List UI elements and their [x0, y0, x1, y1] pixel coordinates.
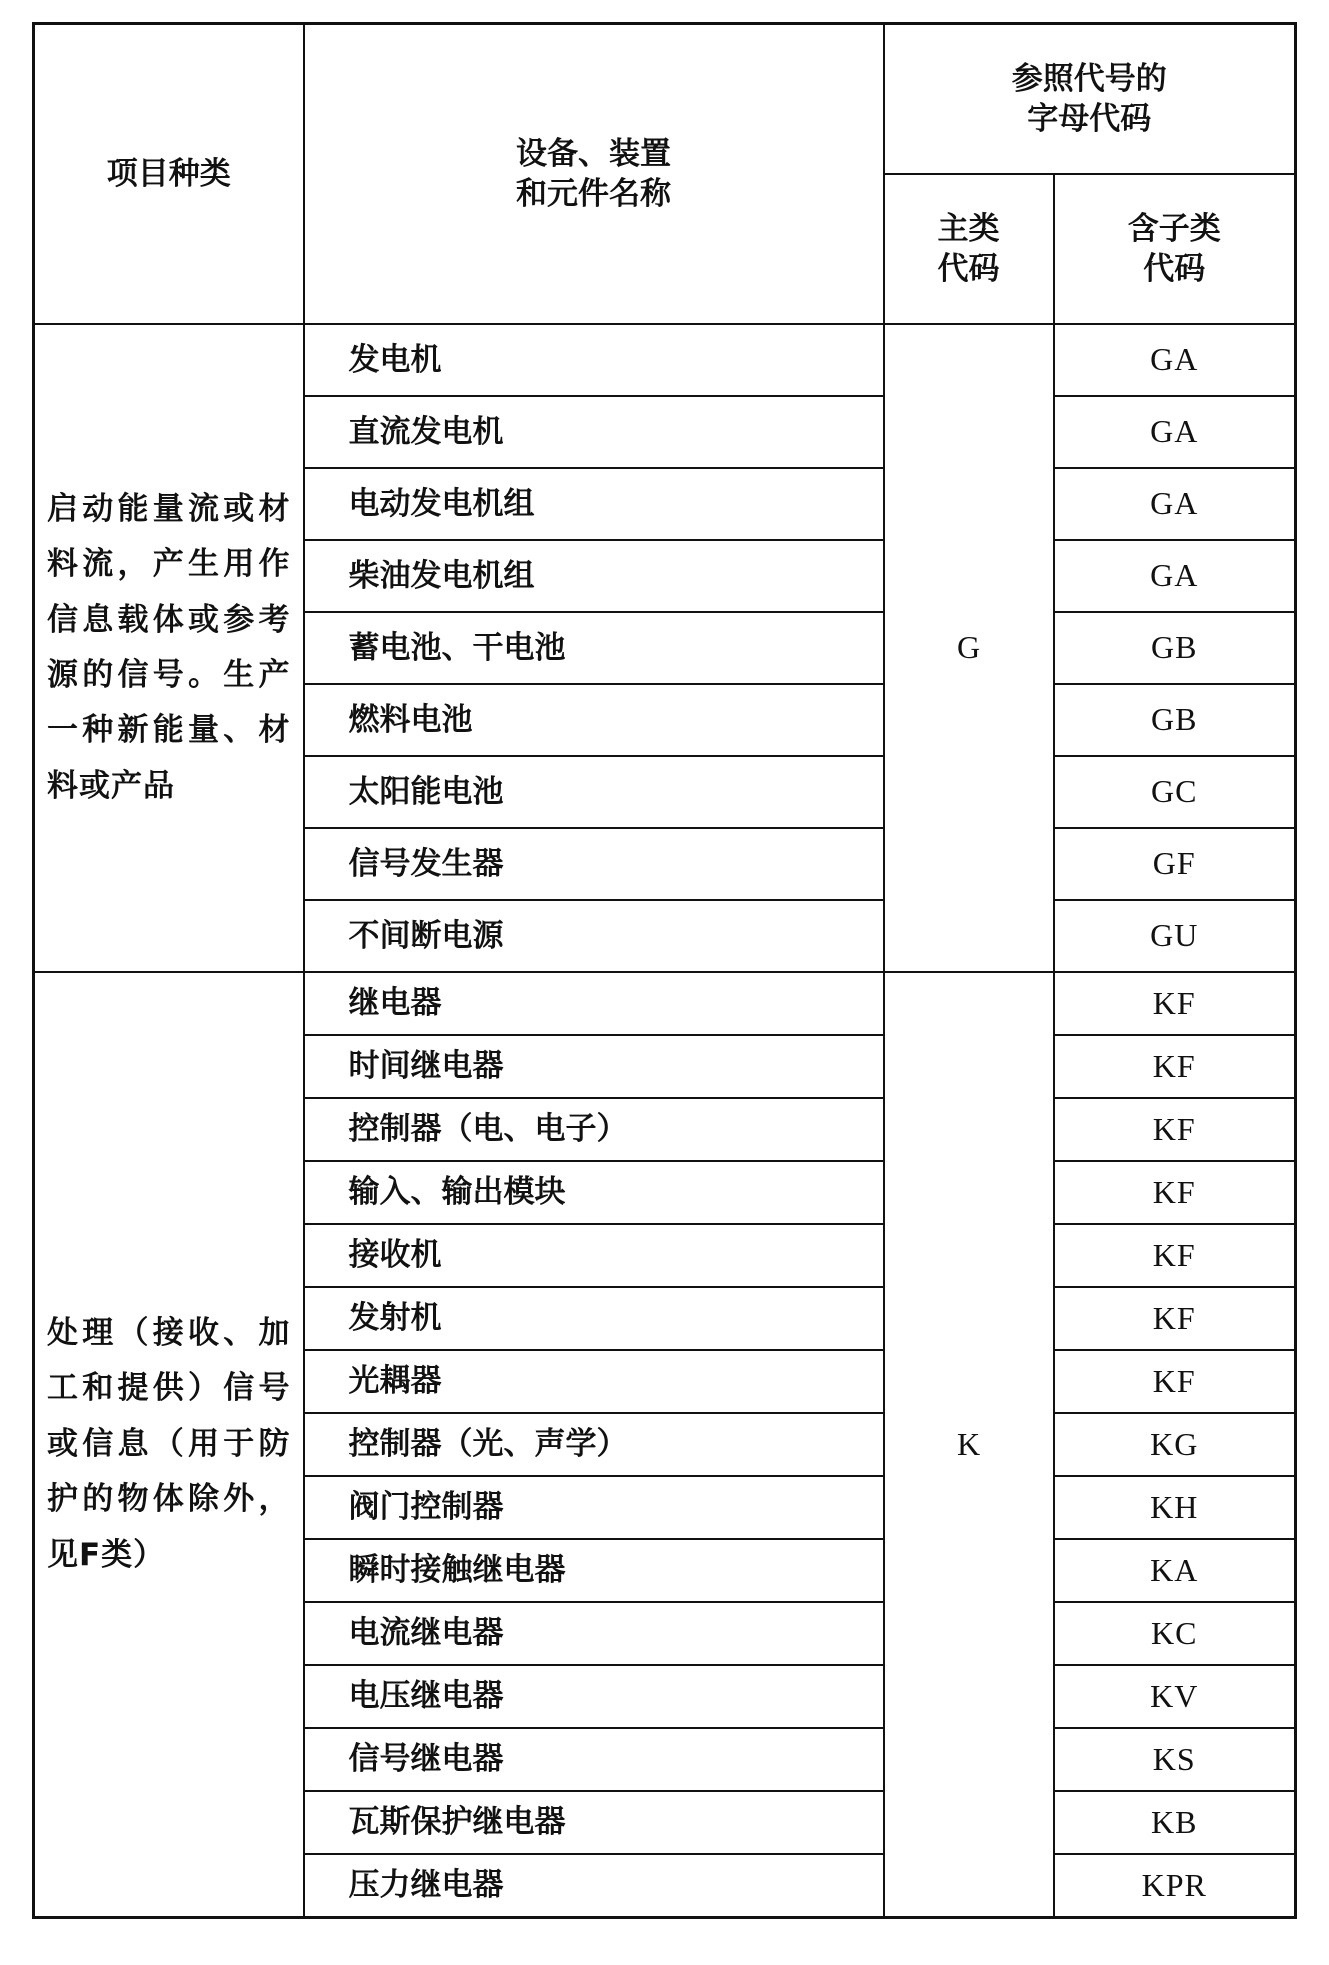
header-ref-code	[884, 24, 1296, 175]
table-row	[34, 972, 1296, 1035]
sub-code-cell: GA	[1054, 540, 1296, 612]
category-cell: 处理（接收、加工和提供）信号或信息（用于防护的物体除外，见F类）	[34, 972, 304, 1918]
device-name-cell: 时间继电器	[304, 1035, 884, 1098]
table-header	[34, 24, 1296, 325]
device-name-cell: 接收机	[304, 1224, 884, 1287]
sub-code-cell: KF	[1054, 1161, 1296, 1224]
sub-code-cell: KF	[1054, 1224, 1296, 1287]
sub-code-cell: GC	[1054, 756, 1296, 828]
header-item-type-label: 项目种类	[106, 155, 231, 192]
header-main-code	[884, 174, 1054, 324]
header-sub-code	[1054, 174, 1296, 324]
device-name-cell: 控制器（电、电子）	[304, 1098, 884, 1161]
sub-code-cell: KF	[1054, 1350, 1296, 1413]
device-name-cell: 输入、输出模块	[304, 1161, 884, 1224]
header-ref-code-label: 参照代号的 字母代码	[1011, 60, 1167, 137]
sub-code-cell: GB	[1054, 684, 1296, 756]
category-cell: 启动能量流或材料流，产生用作信息载体或参考源的信号。生产一种新能量、材料或产品	[34, 324, 304, 972]
device-name-cell: 压力继电器	[304, 1854, 884, 1918]
device-name-cell: 蓄电池、干电池	[304, 612, 884, 684]
sub-code-cell: KV	[1054, 1665, 1296, 1728]
sub-code-cell: KC	[1054, 1602, 1296, 1665]
sub-code-cell: KF	[1054, 972, 1296, 1035]
sub-code-cell: KA	[1054, 1539, 1296, 1602]
device-name-cell: 信号继电器	[304, 1728, 884, 1791]
sub-code-cell: KH	[1054, 1476, 1296, 1539]
main-code-cell: G	[884, 324, 1054, 972]
device-name-cell: 柴油发电机组	[304, 540, 884, 612]
sub-code-cell: KF	[1054, 1098, 1296, 1161]
device-name-cell: 光耦器	[304, 1350, 884, 1413]
sub-code-cell: GA	[1054, 324, 1296, 396]
sub-code-cell: GF	[1054, 828, 1296, 900]
device-name-cell: 信号发生器	[304, 828, 884, 900]
sub-code-cell: GB	[1054, 612, 1296, 684]
header-sub-code-label: 含子类 代码	[1127, 210, 1221, 287]
device-name-cell: 不间断电源	[304, 900, 884, 972]
device-name-cell: 燃料电池	[304, 684, 884, 756]
sub-code-cell: KB	[1054, 1791, 1296, 1854]
sub-code-cell: KPR	[1054, 1854, 1296, 1918]
code-table	[32, 22, 1297, 1919]
device-name-cell: 电流继电器	[304, 1602, 884, 1665]
sub-code-cell: KS	[1054, 1728, 1296, 1791]
device-name-cell: 发电机	[304, 324, 884, 396]
sub-code-cell: KG	[1054, 1413, 1296, 1476]
device-name-cell: 控制器（光、声学）	[304, 1413, 884, 1476]
device-name-cell: 瞬时接触继电器	[304, 1539, 884, 1602]
device-name-cell: 太阳能电池	[304, 756, 884, 828]
header-device-name-label: 设备、装置 和元件名称	[516, 135, 671, 212]
device-name-cell: 瓦斯保护继电器	[304, 1791, 884, 1854]
header-item-type	[34, 24, 304, 325]
sub-code-cell: GA	[1054, 396, 1296, 468]
device-name-cell: 直流发电机	[304, 396, 884, 468]
sub-code-cell: KF	[1054, 1035, 1296, 1098]
main-code-cell: K	[884, 972, 1054, 1918]
device-name-cell: 电压继电器	[304, 1665, 884, 1728]
sub-code-cell: GU	[1054, 900, 1296, 972]
device-name-cell: 电动发电机组	[304, 468, 884, 540]
device-name-cell: 发射机	[304, 1287, 884, 1350]
sub-code-cell: GA	[1054, 468, 1296, 540]
device-name-cell: 阀门控制器	[304, 1476, 884, 1539]
device-name-cell: 继电器	[304, 972, 884, 1035]
table-body	[34, 324, 1296, 1918]
header-main-code-label: 主类 代码	[937, 210, 1000, 287]
table-row	[34, 324, 1296, 396]
sub-code-cell: KF	[1054, 1287, 1296, 1350]
header-device-name	[304, 24, 884, 325]
